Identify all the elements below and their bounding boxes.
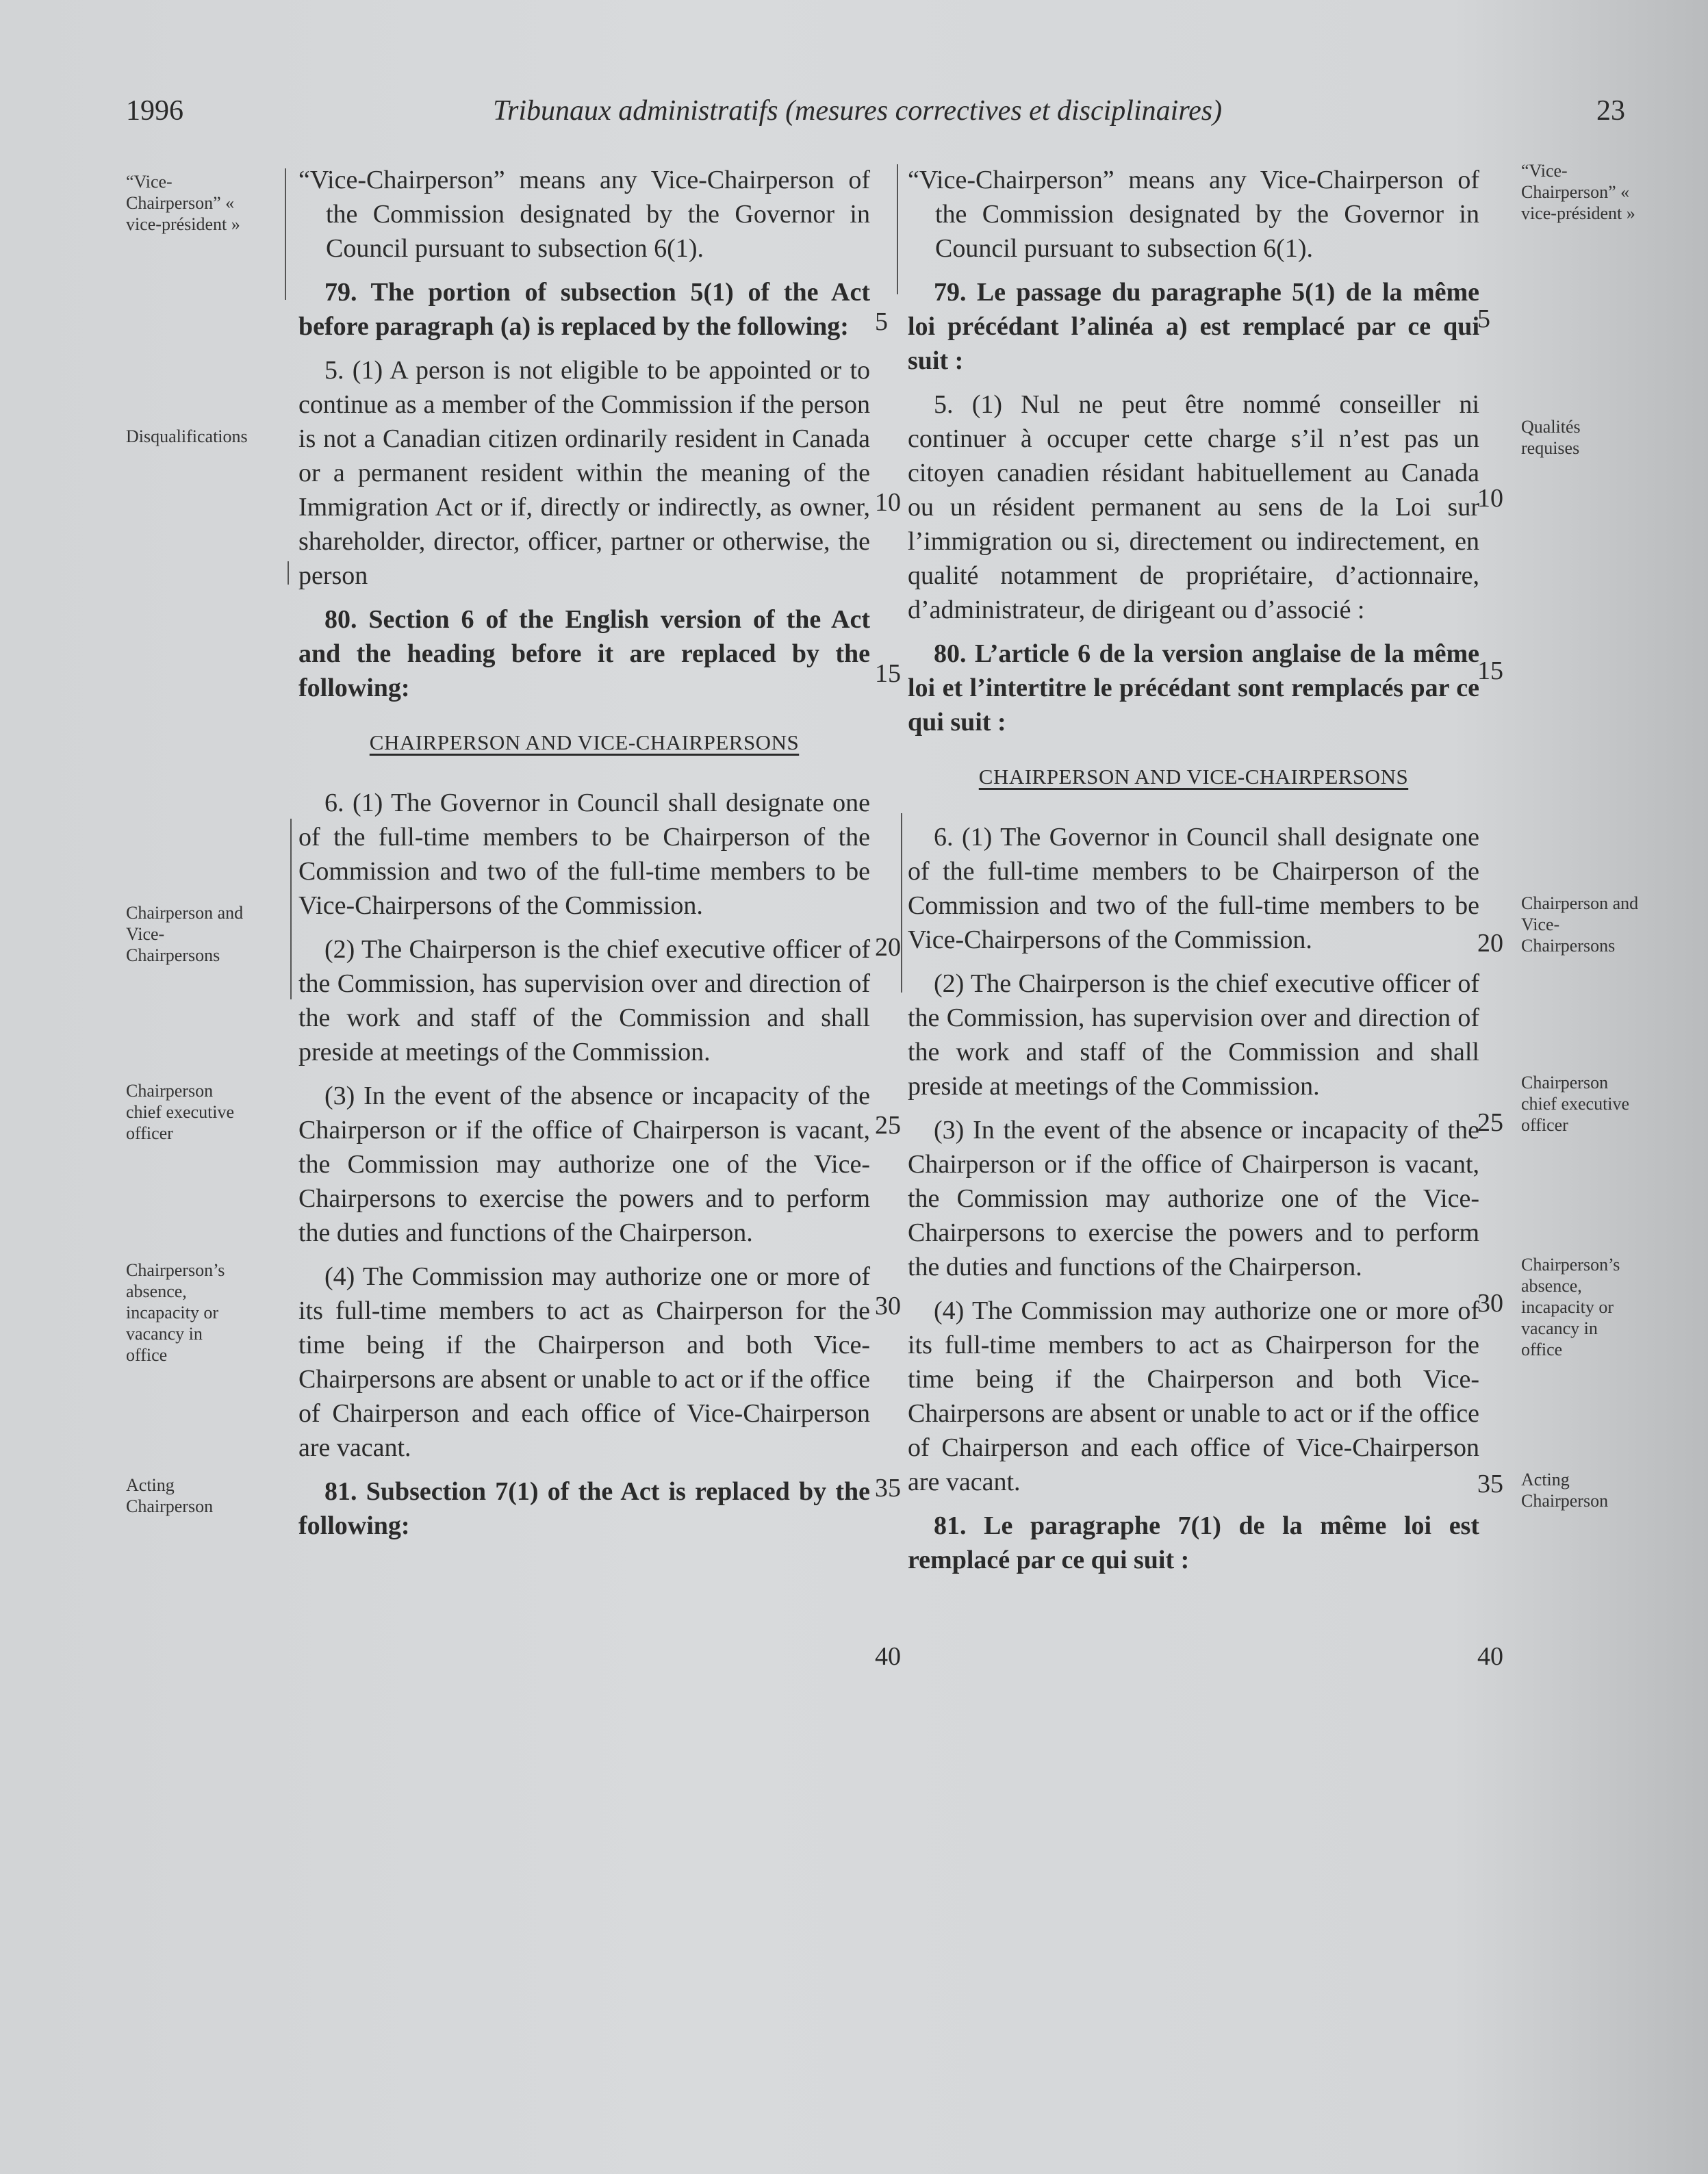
section-6-3: (3) In the event of the absence or incapacity of the Chairperson or if the office of Chairperson is vacant, the Commission may authorize one of the Vice-Chairpersons to exercise the powers and to perform the duties and functions of the Chairperson. (298, 1082, 870, 1247)
line-number: 20 (1477, 929, 1503, 958)
line-number: 25 (1477, 1108, 1503, 1137)
section-6-2-fr: (2) The Chairperson is the chief executive officer of the Commission, has supervision over and direction of the work and staff of the Commission and shall preside at meetings of the Commission. (908, 969, 1479, 1101)
section-6-4: (4) The Commission may authorize one or more of its full-time members to act as Chairperson for the time being if the Chairperson and both Vice-Chairpersons are absent or unable to act or if the office of Chairperson and each office of Vice-Chairperson are vacant. (298, 1262, 870, 1462)
margin-note-disqualifications: Disqualifications (126, 426, 248, 446)
definition-vice-chairperson: “Vice-Chairperson” means any Vice-Chairperson of the Commission designated by the Governor in Council pursuant to subsection 6(1). (298, 166, 870, 263)
margin-note-vice-chairperson: “Vice-Chairperson” « vice-président » (126, 172, 240, 234)
section-5-1-fr: 5. (1) Nul ne peut être nommé conseiller ni continuer à occuper cette charge s’il n’est pas un citoyen canadien résidant habituellement au Canada ou un résident permanent au sens de la Loi sur l’immigration ou si, directement ou indirectement, en qualité notamment de propriétaire, d’actionnaire, d’administrateur, de dirigeant ou d’associé : (908, 390, 1479, 624)
margin-note-vice-chairperson-r: “Vice-Chairperson” « vice-président » (1521, 161, 1635, 223)
section-81-heading-fr: 81. Le paragraphe 7(1) de la même loi est remplacé par ce qui suit : (908, 1511, 1479, 1574)
line-number: 30 (875, 1292, 901, 1320)
section-81-heading: 81. Subsection 7(1) of the Act is replaced by the following: (298, 1477, 870, 1540)
section-79-heading-fr: 79. Le passage du paragraphe 5(1) de la même loi précédant l’alinéa a) est remplacé par ce qui suit : (908, 278, 1479, 375)
margin-note-absence: Chairperson’s absence, incapacity or vacancy in office (126, 1260, 225, 1365)
line-number: 35 (1477, 1470, 1503, 1498)
line-number: 40 (1477, 1642, 1503, 1671)
page-number: 23 (1596, 95, 1625, 127)
line-number: 10 (1477, 484, 1503, 513)
subheading-chairperson: CHAIRPERSON AND VICE-CHAIRPERSONS (369, 730, 800, 754)
section-80-heading-fr: 80. L’article 6 de la version anglaise de la même loi et l’intertitre le précédant sont remplacés par ce qui suit : (908, 639, 1479, 737)
english-column (298, 163, 870, 1552)
change-bar (901, 813, 902, 993)
line-number: 25 (875, 1111, 901, 1140)
subheading-chairperson-fr: CHAIRPERSON AND VICE-CHAIRPERSONS (978, 765, 1409, 789)
section-6-3-fr: (3) In the event of the absence or incapacity of the Chairperson or if the office of Chairperson is vacant, the Commission may authorize one of the Vice-Chairpersons to exercise the powers and to perform the duties and functions of the Chairperson. (908, 1116, 1479, 1281)
header-title: Tribunaux administratifs (mesures correctives et disciplinaires) (493, 95, 1223, 127)
margin-note-chair-vice-r: Chairperson and Vice-Chairpersons (1521, 893, 1639, 956)
margin-note-ceo: Chairperson chief executive officer (126, 1081, 235, 1143)
section-6-4-fr: (4) The Commission may authorize one or more of its full-time members to act as Chairperson for the time being if the Chairperson and both Vice-Chairpersons are absent or unable to act or if the office of Chairperson and each office of Vice-Chairperson are vacant. (908, 1296, 1479, 1496)
margin-note-absence-r: Chairperson’s absence, incapacity or vacancy in office (1521, 1255, 1620, 1359)
line-number: 30 (1477, 1289, 1503, 1318)
section-79-heading: 79. The portion of subsection 5(1) of the Act before paragraph (a) is replaced by the following: (298, 278, 870, 341)
line-number: 35 (875, 1474, 901, 1502)
definition-vice-chairperson-fr: “Vice-Chairperson” means any Vice-Chairperson of the Commission designated by the Governor in Council pursuant to subsection 6(1). (908, 166, 1479, 263)
margin-note-acting: Acting Chairperson (126, 1475, 214, 1516)
change-bar (288, 561, 289, 585)
change-bar (897, 164, 898, 294)
line-number: 15 (875, 659, 901, 688)
section-6-2: (2) The Chairperson is the chief executive officer of the Commission, has supervision over and direction of the work and staff of the Commission and shall preside at meetings of the Commission. (298, 935, 870, 1066)
section-5-1: 5. (1) A person is not eligible to be appointed or to continue as a member of the Commission if the person is not a Canadian citizen ordinarily resident in Canada or a permanent resident within the meaning of the Immigration Act or if, directly or indirectly, as owner, shareholder, director, officer, partner or otherwise, the person (298, 356, 870, 590)
margin-note-ceo-r: Chairperson chief executive officer (1521, 1073, 1630, 1135)
line-number: 40 (875, 1642, 901, 1671)
line-number: 10 (875, 488, 901, 517)
line-number: 5 (1477, 305, 1490, 333)
header-year: 1996 (126, 95, 183, 127)
french-column (908, 163, 1479, 1587)
running-header (0, 94, 1708, 136)
margin-note-acting-r: Acting Chairperson (1521, 1470, 1609, 1511)
line-number: 5 (875, 307, 888, 336)
section-6-1: 6. (1) The Governor in Council shall designate one of the full-time members to be Chairperson of the Commission and two of the full-time members to be Vice-Chairpersons of the Commission. (298, 789, 870, 920)
change-bar (285, 168, 286, 300)
change-bar (290, 819, 292, 999)
margin-note-qualites: Qualités requises (1521, 417, 1581, 458)
margin-note-chair-vice: Chairperson and Vice-Chairpersons (126, 903, 244, 965)
line-number: 15 (1477, 656, 1503, 685)
section-6-1-fr: 6. (1) The Governor in Council shall designate one of the full-time members to be Chairperson of the Commission and two of the full-time members to be Vice-Chairpersons of the Commission. (908, 823, 1479, 954)
line-number: 20 (875, 933, 901, 962)
section-80-heading: 80. Section 6 of the English version of the Act and the heading before it are replaced by the following: (298, 605, 870, 702)
